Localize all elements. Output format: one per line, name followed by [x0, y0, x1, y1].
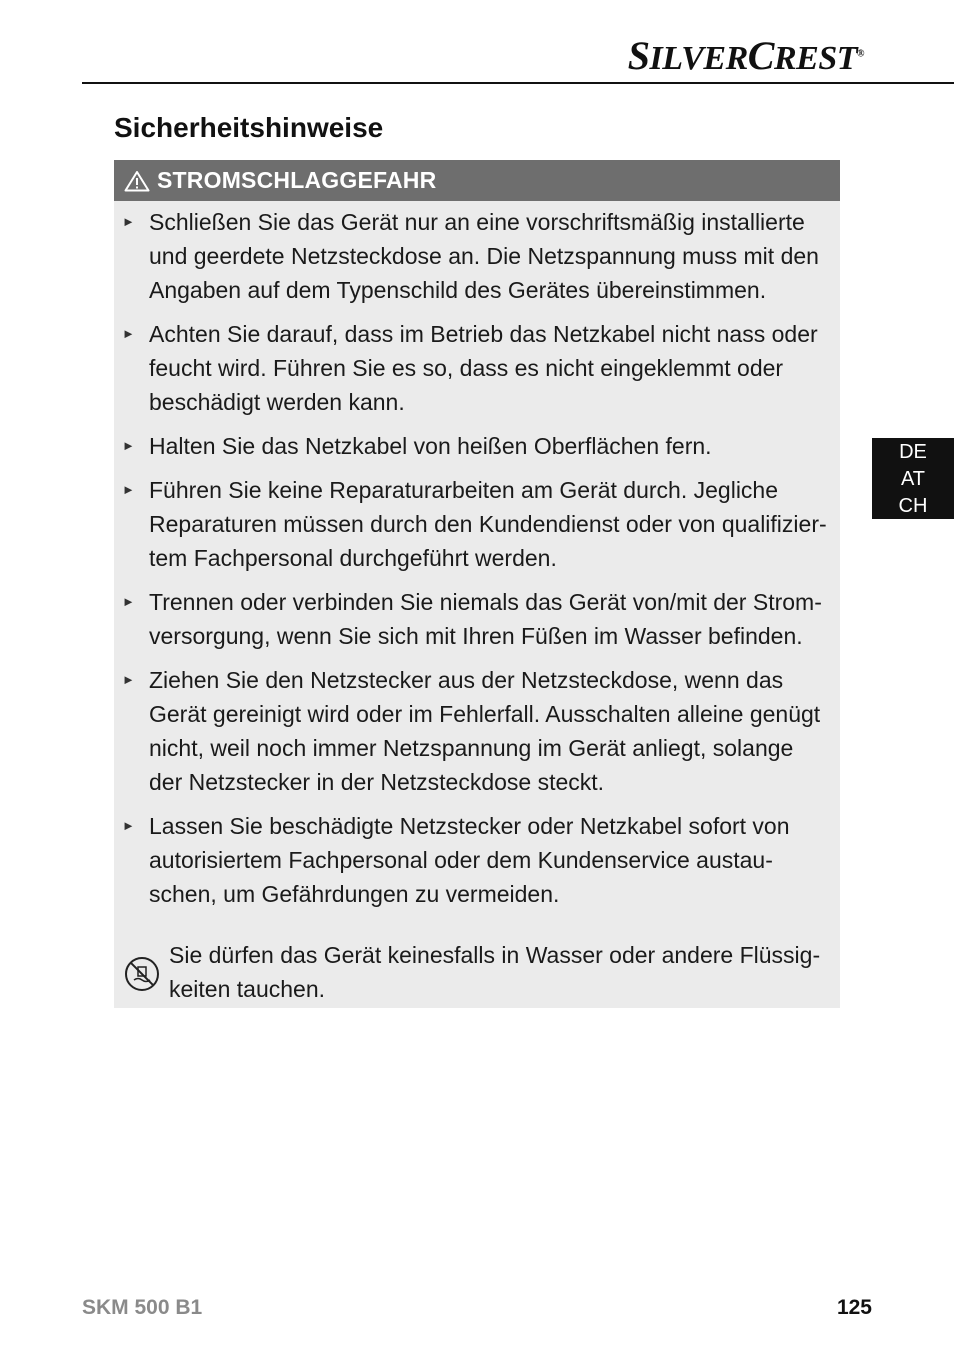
- page-title: Sicherheitshinweise: [114, 112, 384, 143]
- page-number: 125: [836, 1296, 872, 1319]
- header-rule: [82, 82, 954, 84]
- no-immersion-icon: [124, 956, 160, 992]
- footer-model: SKM 500 B1: [82, 1296, 203, 1319]
- lang-de: DE: [899, 441, 927, 463]
- bullet-arrow-icon: ►: [122, 672, 135, 687]
- brand-logo: SILVERCREST®: [627, 33, 864, 78]
- language-tab: [872, 438, 954, 519]
- lang-ch: CH: [898, 495, 928, 517]
- bullet-arrow-icon: ►: [122, 818, 135, 833]
- warning-list: [114, 201, 840, 911]
- bullet-arrow-icon: ►: [122, 438, 135, 453]
- list-item: ► Lassen Sie beschädigte Netzstecker oder Netzkabel sofort von autorisiertem Fachpersonal oder dem Kundenservice austau-schen, um Gefährdungen zu vermeiden.: [114, 809, 830, 911]
- bullet-arrow-icon: ►: [122, 326, 135, 341]
- bullet-arrow-icon: ►: [122, 594, 135, 609]
- lang-at: AT: [900, 468, 926, 490]
- list-item: ► Schließen Sie das Gerät nur an eine vorschriftsmäßig installierte und geerdete Netzsteckdose an. Die Netzspannung muss mit den Angaben auf dem Typenschild des Gerätes übereinstimmen.: [114, 205, 830, 307]
- immersion-note: [114, 938, 840, 1006]
- warning-box: [114, 160, 840, 1008]
- bullet-arrow-icon: ►: [122, 482, 135, 497]
- list-item: ► Halten Sie das Netzkabel von heißen Oberflächen fern.: [114, 429, 830, 463]
- list-item: ► Ziehen Sie den Netzstecker aus der Netzsteckdose, wenn das Gerät gereinigt wird oder im Fehlerfall. Ausschalten alleine genügt nicht, weil noch immer Netzspannung im Gerät anliegt, solange der Netzstecker in der Netzsteckdose steckt.: [114, 663, 830, 799]
- warning-triangle-icon: [124, 170, 150, 192]
- list-item: ► Achten Sie darauf, dass im Betrieb das Netzkabel nicht nass oder feucht wird. Führen Sie es so, dass es nicht eingeklemmt oder beschädigt werden kann.: [114, 317, 830, 419]
- warning-heading: STROMSCHLAGGEFAHR: [157, 167, 437, 193]
- list-item: ► Trennen oder verbinden Sie niemals das Gerät von/mit der Strom-versorgung, wenn Sie sich mit Ihren Füßen im Wasser befinden.: [114, 585, 830, 653]
- warning-header: [114, 160, 840, 201]
- bullet-arrow-icon: ►: [122, 214, 135, 229]
- list-item: ► Führen Sie keine Reparaturarbeiten am Gerät durch. Jegliche Reparaturen müssen durch den Kundendienst oder von qualifizier-tem Fachpersonal durchgeführt werden.: [114, 473, 830, 575]
- note-text: Sie dürfen das Gerät keinesfalls in Wasser oder andere Flüssig-keiten tauchen.: [169, 942, 821, 1002]
